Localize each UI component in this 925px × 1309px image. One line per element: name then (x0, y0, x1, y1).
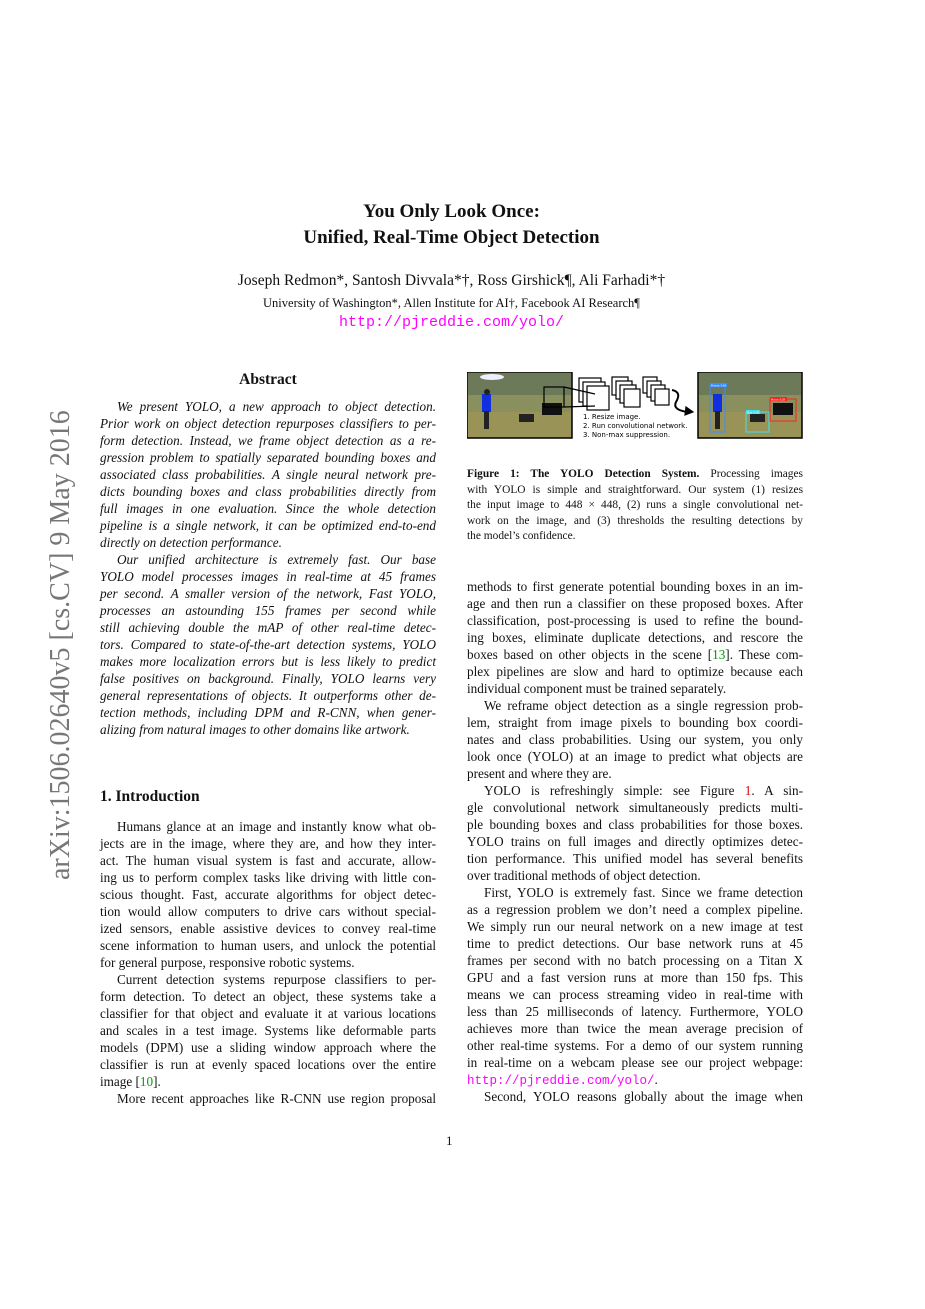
paragraph (100, 398, 436, 551)
paragraph (100, 818, 436, 971)
text-line (100, 704, 436, 721)
text-line (100, 1090, 436, 1107)
abstract-heading: Abstract (239, 371, 297, 388)
text-line (100, 920, 436, 937)
detection-label-horse: Horse: 0.28 (771, 397, 785, 402)
text-span: the input image to 448 × 448, (2) runs a single convolutional net- (467, 499, 803, 511)
step-1: 1. Resize image. (583, 413, 641, 421)
text-line (467, 1088, 803, 1105)
text-line (467, 918, 803, 935)
text-span: ing us to perform complex tasks like driving with little con- (100, 870, 436, 885)
text-line (467, 969, 803, 986)
text-line (467, 483, 803, 499)
text-span: present and where they are. (467, 766, 612, 781)
text-line (100, 852, 436, 869)
text-line (467, 1020, 803, 1037)
figure-ref-link[interactable]: 1 (744, 783, 752, 798)
text-line (467, 935, 803, 952)
step-2: 2. Run convolutional network. (583, 422, 688, 430)
text-span: dicts bounding boxes and class probabilities directly from (100, 484, 436, 499)
text-line (100, 517, 436, 534)
text-line (100, 585, 436, 602)
text-line (467, 1071, 803, 1088)
text-span: Prior work on object detection repurposes classifiers to per- (100, 416, 436, 431)
text-line (467, 833, 803, 850)
text-span: full images in one evaluation. Since the whole detection (100, 501, 436, 516)
text-span: the model’s confidence. (467, 530, 576, 542)
text-line (100, 1022, 436, 1039)
text-line (100, 534, 436, 551)
text-span: lem, straight from image pixels to bounding box coordi- (467, 715, 803, 730)
text-span: in real-time on a webcam please see our project webpage: (467, 1055, 803, 1070)
paragraph (467, 578, 803, 697)
text-span: over traditional methods of object detection. (467, 868, 701, 883)
text-span: individual component must be trained separately. (467, 681, 727, 696)
text-line (467, 714, 803, 731)
text-line (467, 680, 803, 697)
text-line (467, 748, 803, 765)
text-span: tion performance. This unified model has several benefits (467, 851, 803, 866)
text-span: First, YOLO is extremely fast. Since we frame detection (484, 885, 803, 900)
input-image (467, 372, 572, 438)
text-span: still achieving double the mAP of other real-time detec- (100, 620, 436, 635)
text-span: directly on detection performance. (100, 535, 282, 550)
text-span: Processing images (699, 468, 803, 480)
citation-link[interactable]: 10 (139, 1074, 154, 1089)
text-span: with YOLO is simple and straightforward. Our system (1) resizes (467, 483, 803, 496)
text-span: associated class probabilities. A single neural network pre- (100, 467, 436, 482)
text-line (467, 816, 803, 833)
text-span: makes more localization errors but is less likely to predict (100, 654, 436, 669)
text-span: YOLO is refreshingly simple: see Figure (484, 783, 745, 798)
text-span: ]. These com- (725, 647, 803, 662)
text-line (100, 551, 436, 568)
text-line (100, 602, 436, 619)
text-line (100, 721, 436, 738)
text-line (100, 903, 436, 920)
text-line (467, 467, 803, 483)
text-span: jects are in the image, where they are, and how they inter- (100, 836, 436, 851)
intro-left-column (100, 818, 436, 1107)
paragraph (467, 884, 803, 1088)
text-line (100, 398, 436, 415)
text-line (100, 415, 436, 432)
paragraph (100, 551, 436, 738)
text-line (467, 646, 803, 663)
text-span: processes an astounding 155 frames per second while (100, 603, 436, 618)
text-span: YOLO trains on full images and directly optimizes detec- (467, 834, 803, 849)
paragraph (100, 971, 436, 1090)
text-line (467, 629, 803, 646)
text-span: We simply run our neural network on a new image at test (467, 919, 803, 934)
text-span: general representations of objects. It outperforms other de- (100, 688, 436, 703)
text-span: ing boxes, eliminate duplicate detections, and rescore the (467, 630, 803, 645)
text-span: Our unified architecture is extremely fast. Our base (117, 552, 436, 567)
text-line (100, 653, 436, 670)
text-line (467, 782, 803, 799)
text-span: boxes based on other objects in the scene [ (467, 647, 713, 662)
text-span: plex pipelines are slow and hard to optimize because each (467, 664, 803, 679)
text-span: means we can process streaming video in real-time with (467, 987, 803, 1002)
text-line (467, 1054, 803, 1071)
text-line (467, 578, 803, 595)
text-span: Current detection systems repurpose classifiers to per- (117, 972, 436, 987)
text-span: act. The human visual system is fast and accurate, allow- (100, 853, 436, 868)
text-span: alizing from natural images to other domains like artwork. (100, 722, 410, 737)
text-span: classifier for that object and evaluate it at various locations (100, 1006, 436, 1021)
text-line (100, 636, 436, 653)
text-line (100, 687, 436, 704)
text-line (467, 514, 803, 530)
text-span: age and then run a classifier on these proposed boxes. After (467, 596, 803, 611)
text-line (467, 498, 803, 514)
text-line (100, 937, 436, 954)
text-span: other real-time systems. For a demo of our system running (467, 1038, 803, 1053)
text-span: . A sin- (751, 783, 803, 798)
text-span: gle convolutional network simultaneously predicts multi- (467, 800, 803, 815)
text-line (100, 466, 436, 483)
page-number: 1 (446, 1133, 453, 1148)
detection-label-person: Person: 0.64 (711, 383, 726, 388)
text-span: Figure 1: The YOLO Detection System. (467, 468, 700, 480)
text-span: models (DPM) use a sliding window approach where the (100, 1040, 436, 1055)
text-line (467, 952, 803, 969)
text-line (467, 867, 803, 884)
paragraph (467, 782, 803, 884)
text-span: look once (YOLO) at an image to predict what objects are (467, 749, 803, 764)
text-span: form detection. Instead, we frame object detection as a re- (100, 433, 436, 448)
text-span: ple bounding boxes and class probabilities for those boxes. (467, 817, 803, 832)
text-line (100, 1056, 436, 1073)
text-span: YOLO model processes images in real-time at 45 frames (100, 569, 436, 584)
text-line (100, 988, 436, 1005)
text-line (100, 449, 436, 466)
text-line (467, 529, 803, 545)
text-span: false positives on background. Finally, YOLO learns very (100, 671, 436, 686)
project-url-link[interactable]: http://pjreddie.com/yolo/ (338, 314, 565, 331)
output-image (698, 372, 802, 438)
text-span: tection methods, including DPM and R-CNN, when gener- (100, 705, 436, 720)
text-line (467, 799, 803, 816)
detection-label-dog: Dog: 0.30 (747, 410, 759, 415)
text-span: More recent approaches like R-CNN use region proposal (117, 1091, 436, 1106)
text-span: scious thought. Fast, accurate algorithms for object detec- (100, 887, 436, 902)
text-line (100, 835, 436, 852)
text-span: frames per second with no batch processing on a Titan X (467, 953, 803, 968)
text-span: pipeline is a single network, it can be optimized end-to-end (100, 518, 436, 533)
text-span: We present YOLO, a new approach to object detection. (117, 399, 436, 414)
paper-title-line1: You Only Look Once: (363, 201, 540, 222)
text-line (467, 663, 803, 680)
text-span: tion would allow computers to drive cars without special- (100, 904, 436, 919)
project-url-link[interactable]: http://pjreddie.com/yolo/ (467, 1074, 655, 1088)
text-span: classification, post-processing is used to refine the bound- (467, 613, 803, 628)
text-line (100, 1039, 436, 1056)
figure-1-caption (467, 467, 803, 545)
text-line (467, 595, 803, 612)
yolo-pipeline-figure (467, 372, 803, 440)
text-line (100, 432, 436, 449)
text-line (467, 612, 803, 629)
step-3: 3. Non-max suppression. (583, 431, 671, 439)
text-line (467, 731, 803, 748)
text-span: tors. Compared to state-of-the-art detection systems, YOLO (100, 637, 436, 652)
text-line (467, 850, 803, 867)
text-line (100, 818, 436, 835)
text-line (467, 986, 803, 1003)
text-line (467, 1037, 803, 1054)
text-span: GPU and a fast version runs at more than 150 fps. This (467, 970, 803, 985)
text-span: nates and class probabilities. Using our system, you only (467, 732, 803, 747)
paragraph (100, 1090, 436, 1107)
abstract-body (100, 398, 436, 738)
intro-right-column (467, 578, 803, 1105)
text-span: Humans glance at an image and instantly know what ob- (117, 819, 436, 834)
text-line (100, 619, 436, 636)
text-line (100, 483, 436, 500)
text-span: for general purpose, responsive robotic systems. (100, 955, 355, 970)
conv-network-stack (564, 377, 693, 415)
text-line (100, 670, 436, 687)
intro-heading: 1. Introduction (100, 788, 200, 805)
citation-link[interactable]: 13 (712, 647, 726, 662)
text-line (100, 869, 436, 886)
text-line (100, 954, 436, 971)
paper-title-line2: Unified, Real-Time Object Detection (303, 227, 600, 248)
text-span: time to predict detections. Our base network runs at 45 (467, 936, 803, 951)
affiliations: University of Washington*, Allen Institute for AI†, Facebook AI Research¶ (263, 296, 640, 310)
text-line (100, 1005, 436, 1022)
authors: Joseph Redmon*, Santosh Divvala*†, Ross Girshick¶, Ali Farhadi*† (237, 272, 666, 289)
text-span: ]. (153, 1074, 161, 1089)
text-line (100, 886, 436, 903)
text-span: . (654, 1072, 658, 1087)
text-line (467, 884, 803, 901)
text-line (467, 765, 803, 782)
text-line (100, 568, 436, 585)
text-line (467, 1003, 803, 1020)
text-span: as a regression problem we don’t need a complex pipeline. (467, 902, 803, 917)
text-span: less than 25 milliseconds of latency. Furthermore, YOLO (467, 1004, 803, 1019)
text-line (467, 901, 803, 918)
text-line (100, 971, 436, 988)
text-line (100, 1073, 436, 1090)
text-span: form detection. To detect an object, these systems take a (100, 989, 436, 1004)
text-span: classifier is run at evenly spaced locations over the entire (100, 1057, 436, 1072)
paragraph (467, 1088, 803, 1105)
text-line (100, 500, 436, 517)
text-span: achieves more than twice the mean average precision of (467, 1021, 803, 1036)
text-span: per second. A smaller version of the network, Fast YOLO, (100, 586, 436, 601)
text-span: image [ (100, 1074, 140, 1089)
text-span: We reframe object detection as a single regression prob- (484, 698, 803, 713)
text-span: work on the image, and (3) thresholds the resulting detections by (467, 514, 803, 527)
arxiv-identifier: arXiv:1506.02640v5 [cs.CV] 9 May 2016 (45, 410, 76, 880)
text-line (467, 697, 803, 714)
text-span: scene information to human users, and unlock the potential (100, 938, 436, 953)
text-span: methods to first generate potential bounding boxes in an im- (467, 579, 803, 594)
text-span: ized sensors, enable assistive devices to convey real-time (100, 921, 436, 936)
text-span: Second, YOLO reasons globally about the image when (484, 1089, 803, 1104)
text-span: gression problem to spatially separated bounding boxes and (100, 450, 436, 465)
paragraph (467, 697, 803, 782)
text-span: and scales in a test image. Systems like deformable parts (100, 1023, 436, 1038)
